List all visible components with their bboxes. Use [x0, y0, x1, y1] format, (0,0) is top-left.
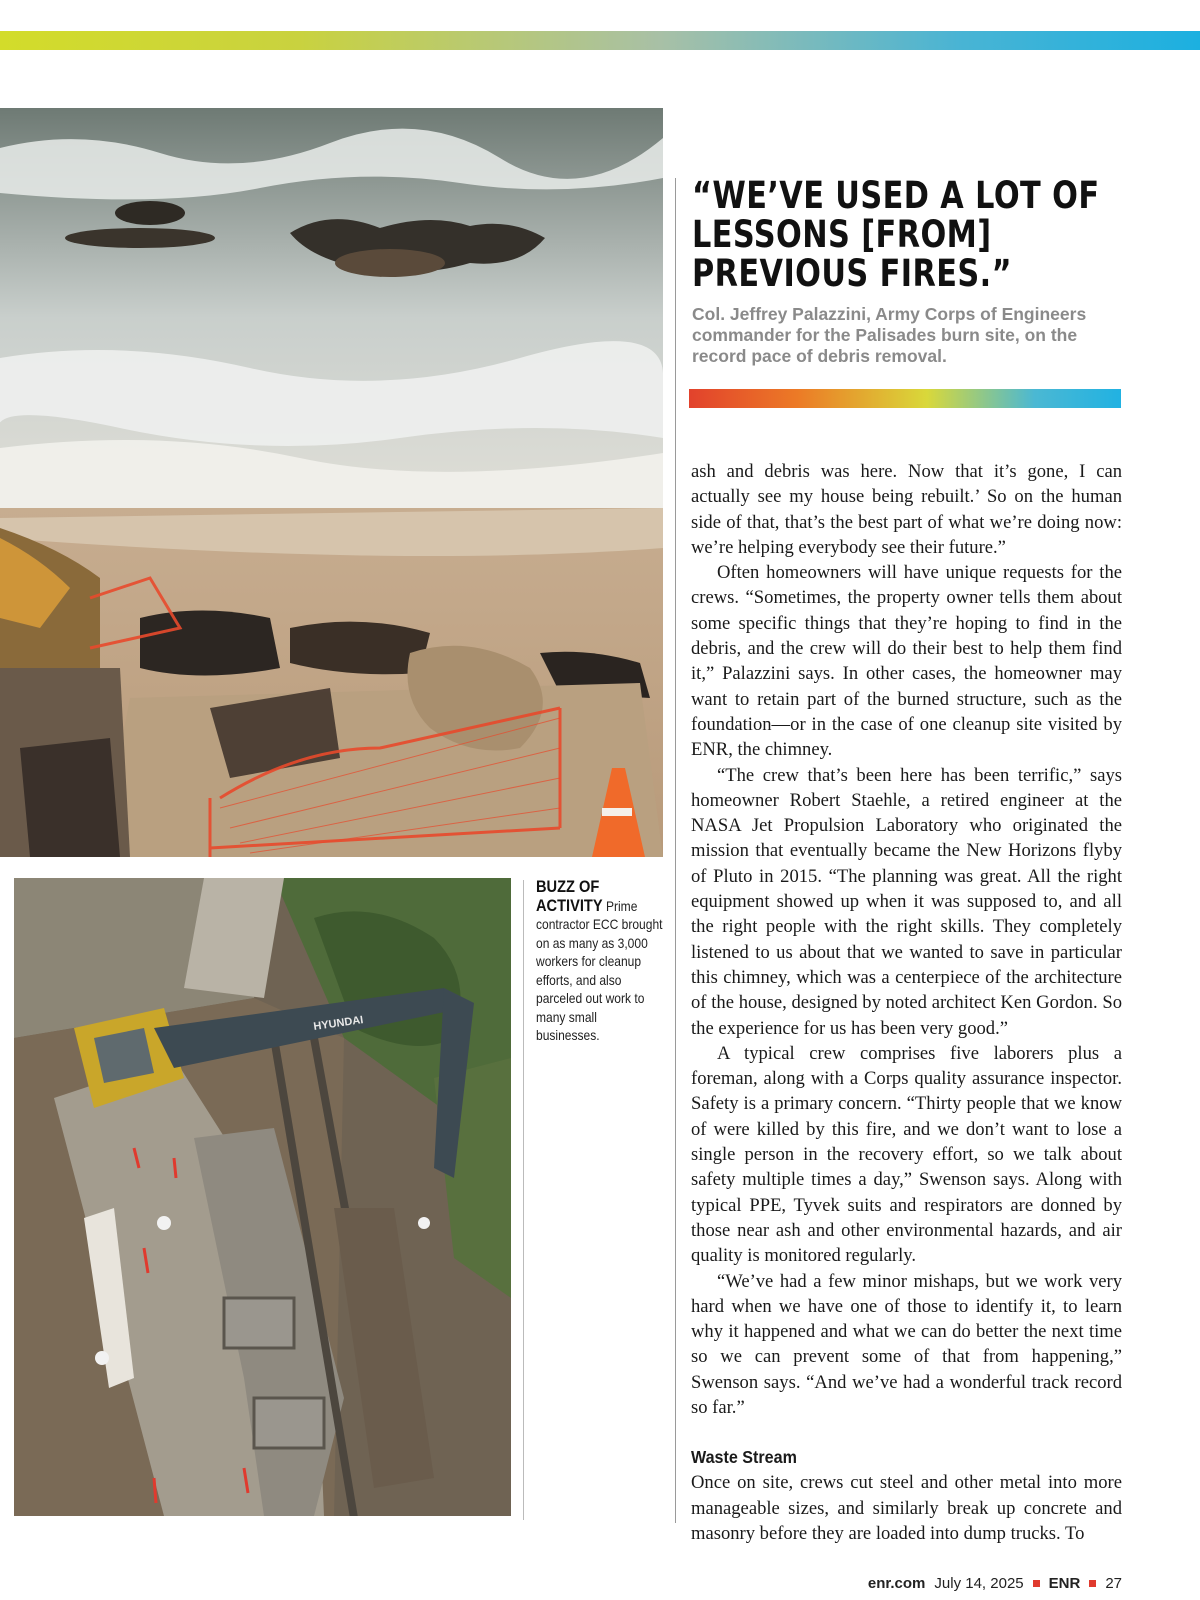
pull-quote-block [692, 176, 1162, 367]
caption-text: Prime contractor ECC brought on as many as 3,000 workers for cleanup efforts, and also parceled out work to many small businesses. [536, 897, 663, 1043]
body-paragraph: A typical crew comprises five laborers plus a foreman, along with a Corps quality assurance inspector. Safety is a primary concern. “Thirty people that we know of were killed by this fire, and we don’t want to lose a single person in the recovery effort, so we talk about safety multiple times a day,” Swenson says. Along with typical PPE, Tyvek suits and respirators are donned by those near ash and other environmental hazards, and air quality is monitored regularly. [691, 1042, 1122, 1267]
footer-separator-square-icon [1033, 1580, 1040, 1587]
footer-date: July 14, 2025 [934, 1575, 1024, 1592]
beach-foundation-photo [0, 108, 663, 857]
pull-quote-attribution: Col. Jeffrey Palazzini, Army Corps of Engineers commander for the Palisades burn site, on the record pace of debris removal. [692, 304, 1087, 366]
section-subhead: Waste Stream [691, 1447, 797, 1468]
body-paragraph: “We’ve had a few minor mishaps, but we work very hard when we have one of those to identify it, to learn why it happened and what we can do better the next time so we can prevent some of that from happening,” Swenson says. “And we’ve had a wonderful track record so far.” [691, 1270, 1122, 1418]
pull-quote-text: “WE’VE USED A LOT OF LESSONS [FROM] PREVIOUS FIRES.” [692, 174, 1100, 295]
caption-head: BUZZ OF ACTIVITY [536, 877, 603, 915]
caption-rule [523, 880, 524, 1520]
body-paragraph: Once on site, crews cut steel and other metal into more manageable sizes, and similarly break up concrete and masonry before they are loaded into dump trucks. To [691, 1472, 1122, 1544]
body-paragraph: Often homeowners will have unique requests for the crews. “Sometimes, the property owner tells them about some specific things that they’re hoping to find in the debris, and the crew will do their best to help them find it,” Palazzini says. In other cases, the homeowner may want to retain part of the burned structure, such as the foundation—or in the case of one cleanup site visited by ENR, the chimney. [691, 562, 1122, 761]
footer-magazine: ENR [1048, 1575, 1081, 1592]
page-footer [868, 1575, 1122, 1592]
excavator-brand-label: HYUNDAI [312, 1014, 365, 1033]
footer-separator-square-icon [1089, 1580, 1096, 1587]
top-gradient-bar [0, 31, 1200, 50]
pull-quote-gradient-bar [689, 389, 1121, 408]
body-paragraph: ash and debris was here. Now that it’s gone, I can actually see my house being rebuilt.’ So on the human side of that, that’s the best part of what we’re doing now: we’re helping everybody see their future.” [691, 461, 1122, 558]
column-rule [675, 178, 676, 1523]
photo-caption [536, 878, 663, 1045]
page-number: 27 [1105, 1575, 1122, 1592]
aerial-excavator-photo [14, 878, 511, 1516]
footer-site: enr.com [867, 1575, 926, 1592]
article-body [691, 459, 1122, 1546]
body-paragraph: “The crew that’s been here has been terrific,” says homeowner Robert Staehle, a retired engineer at the NASA Jet Propulsion Laboratory who originated the mission that eventually became the New Horizons flyby of Pluto in 2015. “The planning was great. All the right equipment showed up when it was supposed to, and all the right people with the right skills. They completely listened to us about that we wanted to save in particular this chimney, which was a centerpiece of the architecture of the house, designed by noted architect Ken Gordon. So the experience for us has been very good.” [691, 764, 1122, 1039]
